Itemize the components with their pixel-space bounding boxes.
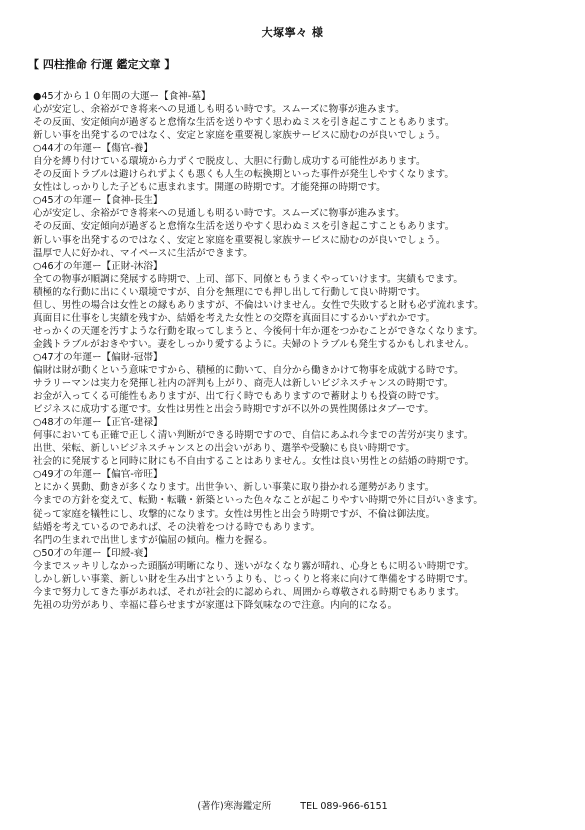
document-title: 【 四柱推命 行運 鑑定文章 】 <box>28 58 176 71</box>
text-line: 結婚を考えているのであれば、その決着をつける時でもあります。 <box>33 521 321 533</box>
section-heading: ○47才の年運ー【偏財-冠帯】 <box>33 351 163 363</box>
section-heading: ○48才の年運ー【正官-建禄】 <box>33 417 163 429</box>
text-line: 心が安定し、余裕ができ将来への見通しも明るい時です。スムーズに物事が進みます。 <box>33 208 405 220</box>
text-line: 今までの方針を変えて、転勤・転職・新築といった色々なことが起こりやすい時期で外に目がいきます。 <box>33 495 483 507</box>
text-line: 温厚で人に好かれ、マイペースに生活ができます。 <box>33 247 253 259</box>
text-line: 女性はしっかりした子どもに恵まれます。開運の時期です。才能発揮の時期です。 <box>33 182 386 194</box>
text-line: 全ての物事が順調に発展する時期で、上司、部下、同僚ともうまくやっていけます。実績もでます。 <box>33 273 463 285</box>
text-line: 偏財は財が動くという意味ですから、積極的に動いて、自分から働きかけて物事を成就する時です。 <box>33 364 464 376</box>
text-line: ビジネスに成功する運です。女性は男性と出会う時期ですが不以外の異性関係はタブーです。 <box>33 404 434 416</box>
text-line: 真面目に仕事をし実績を残すか、結婚を考えた女性との交際を真面目にするかいずれかです。 <box>33 312 436 324</box>
text-line: せっかくの天運を汚すような行動を取ってしまうと、今後何十年か運をつかむことができなくなります。 <box>33 325 483 337</box>
section-heading: ○46才の年運ー【正財-沐浴】 <box>33 260 163 272</box>
recipient-name: 大塚寧々 様 <box>261 26 324 39</box>
text-line: 新しい事を出発するのではなく、安定と家庭を重要視し家族サービスに励むのが良いでしょう。 <box>33 234 446 246</box>
text-line: しかし新しい事業、新しい財を生み出すというよりも、じっくりと将来に向けて準備をする時期です。 <box>33 573 474 585</box>
text-line: 何事においても正確で正しく清い判断ができる時期ですので、自信にあふれ今までの苦労が実ります。 <box>33 430 474 442</box>
text-line: その反面、安定傾向が過ぎると怠惰な生活を送りやすく思わぬミスを引き起こすこともあります。 <box>33 117 455 129</box>
text-line: 出世、栄転、新しいビジネスチャンスとの出会いがあり、選挙や受験にも良い時期です。 <box>33 443 415 455</box>
text-line: 今までスッキリしなかった頭脳が明晰になり、迷いがなくなり霧が晴れ、心身ともに明るい時期です。 <box>33 560 475 572</box>
fortune-text-body <box>33 90 573 612</box>
text-line: 従って家庭を犠牲にし、攻撃的になります。女性は男性と出会う時期ですが、不倫は御法度。 <box>33 508 436 520</box>
text-line: 先祖の功労があり、幸福に暮らせますが家運は下降気味なので注意。内向的になる。 <box>33 599 398 611</box>
section-heading: ○49才の年運ー【偏官-帝旺】 <box>33 469 163 481</box>
text-line: 社会的に発展すると同時に財にも不自由することはありません。女性は良い男性との結婚の時期です。 <box>33 456 475 468</box>
text-line: その反面、安定傾向が過ぎると怠惰な生活を送りやすく思わぬミスを引き起こすこともあります。 <box>33 221 455 233</box>
text-line: 名門の生まれで出世しますが偏屈の傾向。権力を握る。 <box>33 534 273 546</box>
section-heading: ○50才の年運ー【印綬-衰】 <box>33 547 153 559</box>
text-line: 積極的な行動に出にくい環境ですが、自分を無理にでも押し出して行動して良い時期です。 <box>33 286 426 298</box>
text-line: サラリーマンは実力を発揮し社内の評判も上がり、商売人は新しいビジネスチャンスの時期です。 <box>33 378 454 390</box>
text-line: 今まで努力してきた事があれば、それが社会的に認められ、周囲から尊敬される時期でもあります。 <box>33 586 465 598</box>
text-line: お金が入ってくる可能性もありますが、出て行く時でもありますので蓄財よりも投資の時です。 <box>33 391 445 403</box>
text-line: その反面トラブルは避けられずよくも悪くも人生の転換期といった事件が発生しやすくなります。 <box>33 169 454 181</box>
section-heading: ○45才の年運ー【食神-長生】 <box>33 195 163 207</box>
text-line: 金銭トラブルがおきやすい。妻をしっかり愛するように。夫婦のトラブルも発生するかもしれません。 <box>33 338 475 350</box>
text-line: 心が安定し、余裕ができ将来への見通しも明るい時です。スムーズに物事が進みます。 <box>33 104 405 116</box>
text-line: 但し、男性の場合は女性との縁もありますが、不倫はいけません。女性で失敗すると財も必ず流れます。 <box>33 299 484 311</box>
text-line: 自分を縛り付けている環境から力ずくで脱皮し、大胆に行動し成功する可能性があります。 <box>33 156 426 168</box>
section-heading: ○44才の年運ー【傷官-養】 <box>33 143 153 155</box>
section-heading: ●45才から１０年間の大運ー【食神-墓】 <box>33 91 211 102</box>
footer-company: (著作)寒海鑑定所 <box>197 801 272 812</box>
text-line: 新しい事を出発するのではなく、安定と家庭を重要視し家族サービスに励むのが良いでしょう。 <box>33 130 446 142</box>
footer-phone: TEL 089-966-6151 <box>300 801 388 812</box>
text-line: とにかく異動、動きが多くなります。出世争い、新しい事業に取り掛かれる運勢があります。 <box>33 482 435 494</box>
footer <box>0 798 585 812</box>
